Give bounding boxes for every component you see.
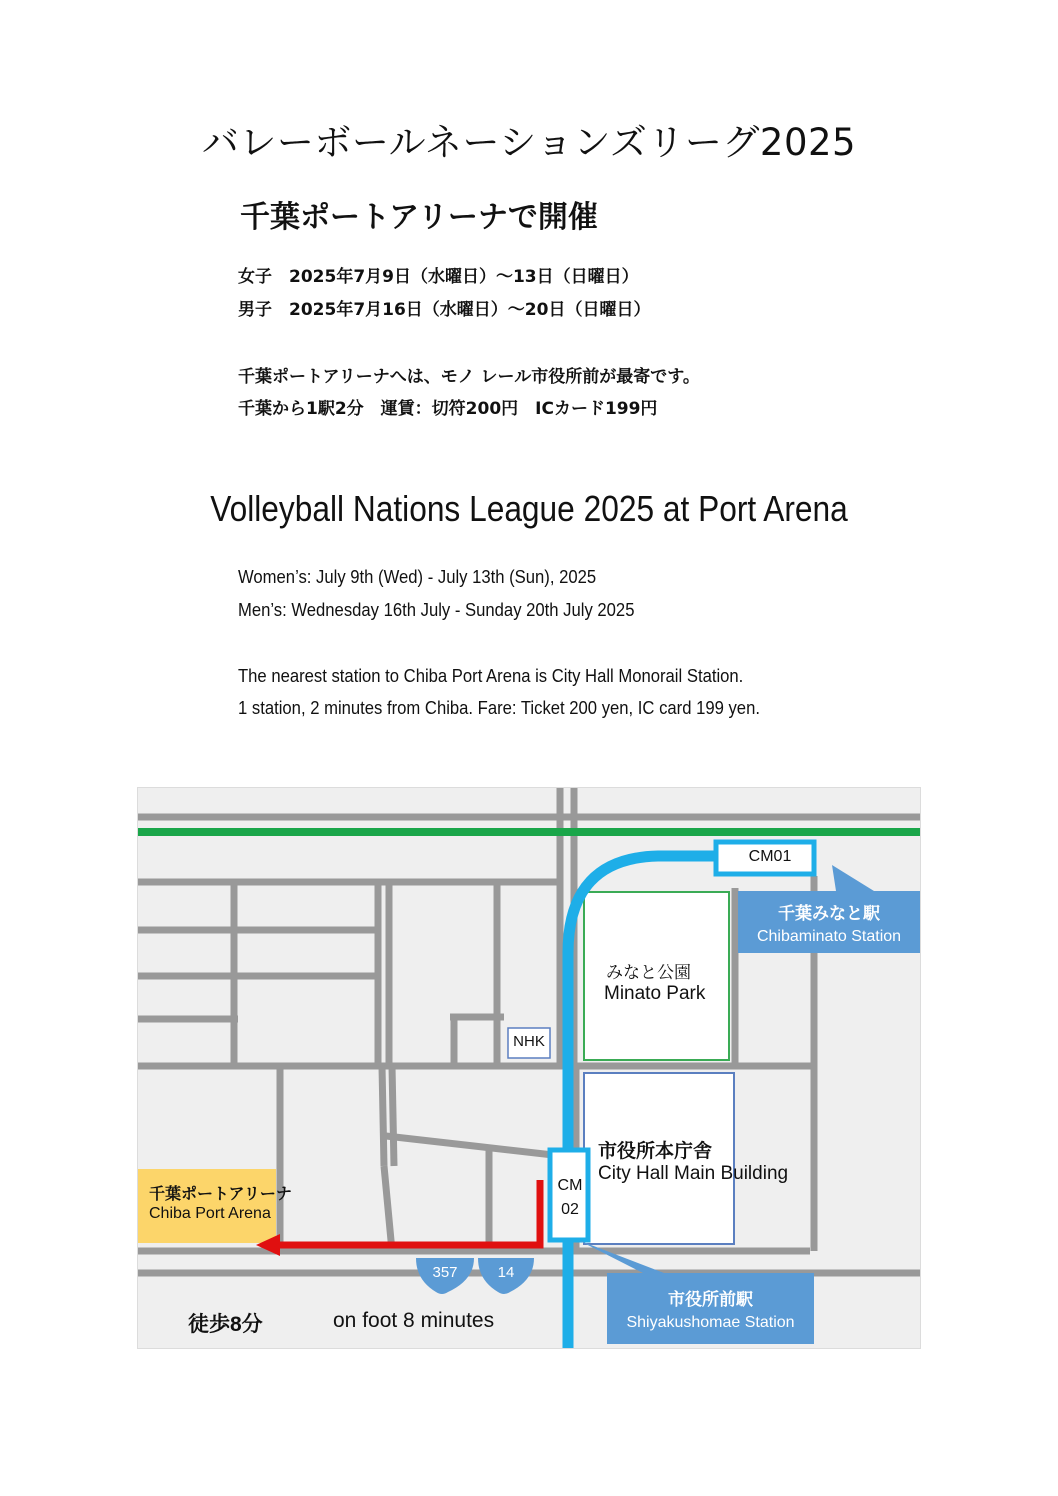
city-hall-en: City Hall Main Building bbox=[598, 1163, 789, 1184]
access-info-en: The nearest station to Chiba Port Arena is City Hall Monorail Station. bbox=[238, 665, 744, 686]
chiba-port-arena-en: Chiba Port Arena bbox=[149, 1205, 271, 1222]
station-cm02-code-line2: 02 bbox=[561, 1201, 579, 1218]
route-14-label: 14 bbox=[497, 1264, 515, 1281]
men-dates-jp: 男子 2025年7月16日（水曜日）～20日（日曜日） bbox=[238, 300, 651, 320]
men-dates-en: Men’s: Wednesday 16th July - Sunday 20th July 2025 bbox=[238, 599, 635, 620]
station-cm02-code-line1: CM bbox=[557, 1177, 583, 1194]
shiyakushomae-station-jp: 市役所前駅 bbox=[668, 1290, 753, 1309]
access-info-jp: 千葉ポートアリーナへは、モノ レール市役所前が最寄です。 bbox=[238, 367, 700, 387]
shiyakushomae-station-en: Shiyakushomae Station bbox=[626, 1314, 795, 1331]
walking-route bbox=[278, 1180, 540, 1245]
city-hall-jp: 市役所本庁舎 bbox=[598, 1141, 713, 1162]
chiba-port-arena-jp: 千葉ポートアリーナ bbox=[149, 1186, 292, 1203]
subtitle-japanese: 千葉ポートアリーナで開催 bbox=[240, 200, 598, 235]
station-cm02-marker bbox=[550, 1150, 588, 1240]
women-dates-en: Women’s: July 9th (Wed) - July 13th (Sun), 2025 bbox=[238, 566, 597, 587]
chibaminato-station-jp: 千葉みなと駅 bbox=[778, 904, 880, 923]
station-cm01-code: CM01 bbox=[748, 848, 792, 865]
nhk-label: NHK bbox=[513, 1033, 545, 1050]
minato-park-jp: みなと公園 bbox=[606, 963, 691, 982]
route-357-label: 357 bbox=[432, 1264, 458, 1281]
fare-info-jp: 千葉から1駅2分 運賃：切符200円 ICカード199円 bbox=[238, 399, 658, 419]
title-english: Volleyball Nations League 2025 at Port Arena bbox=[210, 488, 848, 529]
fare-info-en: 1 station, 2 minutes from Chiba. Fare: Ticket 200 yen, IC card 199 yen. bbox=[238, 697, 760, 718]
minato-park-en: Minato Park bbox=[604, 983, 706, 1004]
chibaminato-station-en: Chibaminato Station bbox=[756, 928, 902, 945]
women-dates-jp: 女子 2025年7月9日（水曜日）～13日（日曜日） bbox=[238, 267, 639, 287]
walk-time-en: on foot 8 minutes bbox=[333, 1309, 495, 1332]
walk-time-jp: 徒歩8分 bbox=[188, 1313, 263, 1336]
access-map bbox=[137, 787, 921, 1349]
title-japanese: バレーボールネーションズリーグ2025 bbox=[201, 121, 857, 164]
